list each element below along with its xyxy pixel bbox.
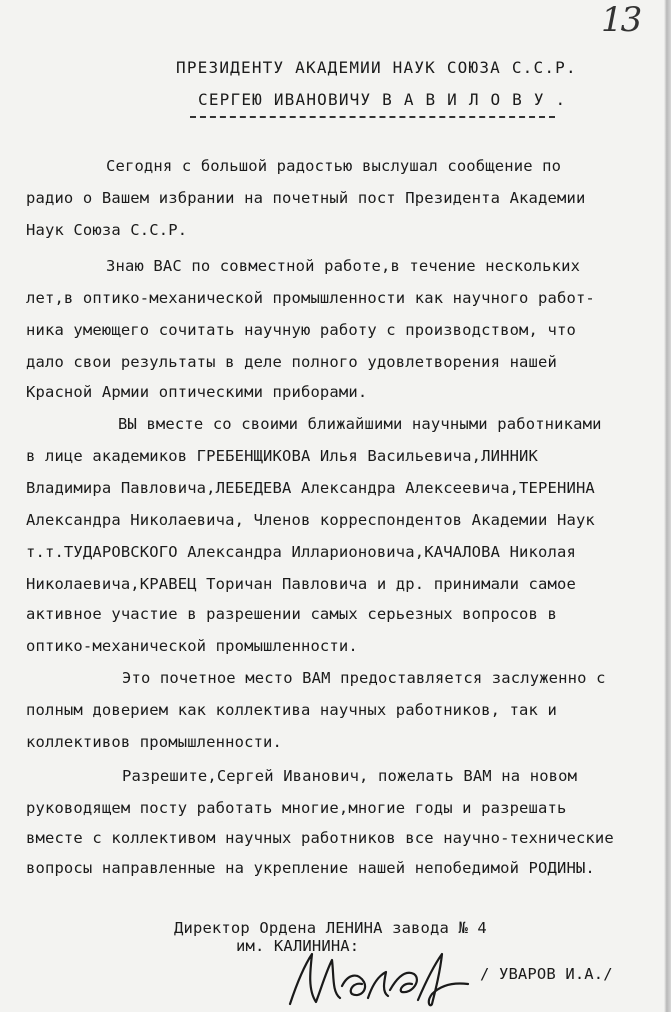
handwritten-signature	[282, 946, 478, 1010]
paragraph-2-line: лет,в оптико-механической промышленности как научного работ-	[26, 289, 595, 307]
heading-divider	[190, 116, 555, 118]
paragraph-5-line: вместе с коллективом научных работников все научно-технические	[26, 829, 614, 847]
paragraph-3-line: Владимира Павловича,ЛЕБЕДЕВА Александра Алексеевича,ТЕРЕНИНА	[26, 479, 595, 497]
heading-line-1: ПРЕЗИДЕНТУ АКАДЕМИИ НАУК СОЮЗА С.С.Р.	[176, 58, 577, 77]
paragraph-2-line: Знаю ВАС по совместной работе,в течение нескольких	[106, 257, 581, 275]
scan-edge-shadow	[664, 0, 671, 1012]
paragraph-1-line: радио о Вашем избрании на почетный пост Президента Академии	[26, 189, 586, 207]
paragraph-2-line: дало свои результаты в деле полного удовлетворения нашей	[26, 353, 557, 371]
paragraph-4-line: Это почетное место ВАМ предоставляется заслуженно с	[122, 669, 606, 687]
paragraph-1-line: Сегодня с большой радостью выслушал сообщение по	[106, 157, 562, 175]
paragraph-4-line: полным доверием как коллектива научных работников, так и	[26, 701, 557, 719]
paragraph-3-line: ВЫ вместе со своими ближайшими научными работниками	[118, 415, 602, 433]
paragraph-3-line: в лице академиков ГРЕБЕНЩИКОВА Илья Васильевича,ЛИННИК	[26, 447, 539, 465]
paragraph-5-line: вопросы направленные на укрепление нашей непобедимой РОДИНЫ.	[26, 859, 595, 877]
paragraph-3-line: оптико-механической промышленности.	[26, 637, 358, 655]
heading-line-2: СЕРГЕЮ ИВАНОВИЧУ В А В И Л О В У .	[198, 90, 567, 109]
paragraph-2-line: Красной Армии оптическими приборами.	[26, 383, 368, 401]
paragraph-3-line: т.т.ТУДАРОВСКОГО Александра Илларионовича,КАЧАЛОВА Николая	[26, 543, 576, 561]
page-number: 13	[601, 0, 641, 40]
paragraph-3-line: активное участие в разрешении самых серьезных вопросов в	[26, 605, 557, 623]
paragraph-4-line: коллективов промышленности.	[26, 733, 283, 751]
paragraph-3-line: Александра Николаевича, Членов корреспондентов Академии Наук	[26, 511, 595, 529]
paragraph-1-line: Наук Союза С.С.Р.	[26, 221, 188, 239]
director-title-line: Директор Ордена ЛЕНИНА завода № 4	[174, 919, 487, 937]
paragraph-2-line: ника умеющего сочитать научную работу с производством, что	[26, 321, 576, 339]
plant-name-line: им. КАЛИНИНА:	[236, 937, 360, 955]
paragraph-5-line: Разрешите,Сергей Иванович, пожелать ВАМ на новом	[122, 767, 578, 785]
paragraph-3-line: Николаевича,КРАВЕЦ Торичан Павловича и др. принимали самое	[26, 575, 576, 593]
signer-name: / УВАРОВ И.А./	[480, 965, 613, 983]
paragraph-5-line: руководящем посту работать многие,многие годы и разрешать	[26, 799, 567, 817]
